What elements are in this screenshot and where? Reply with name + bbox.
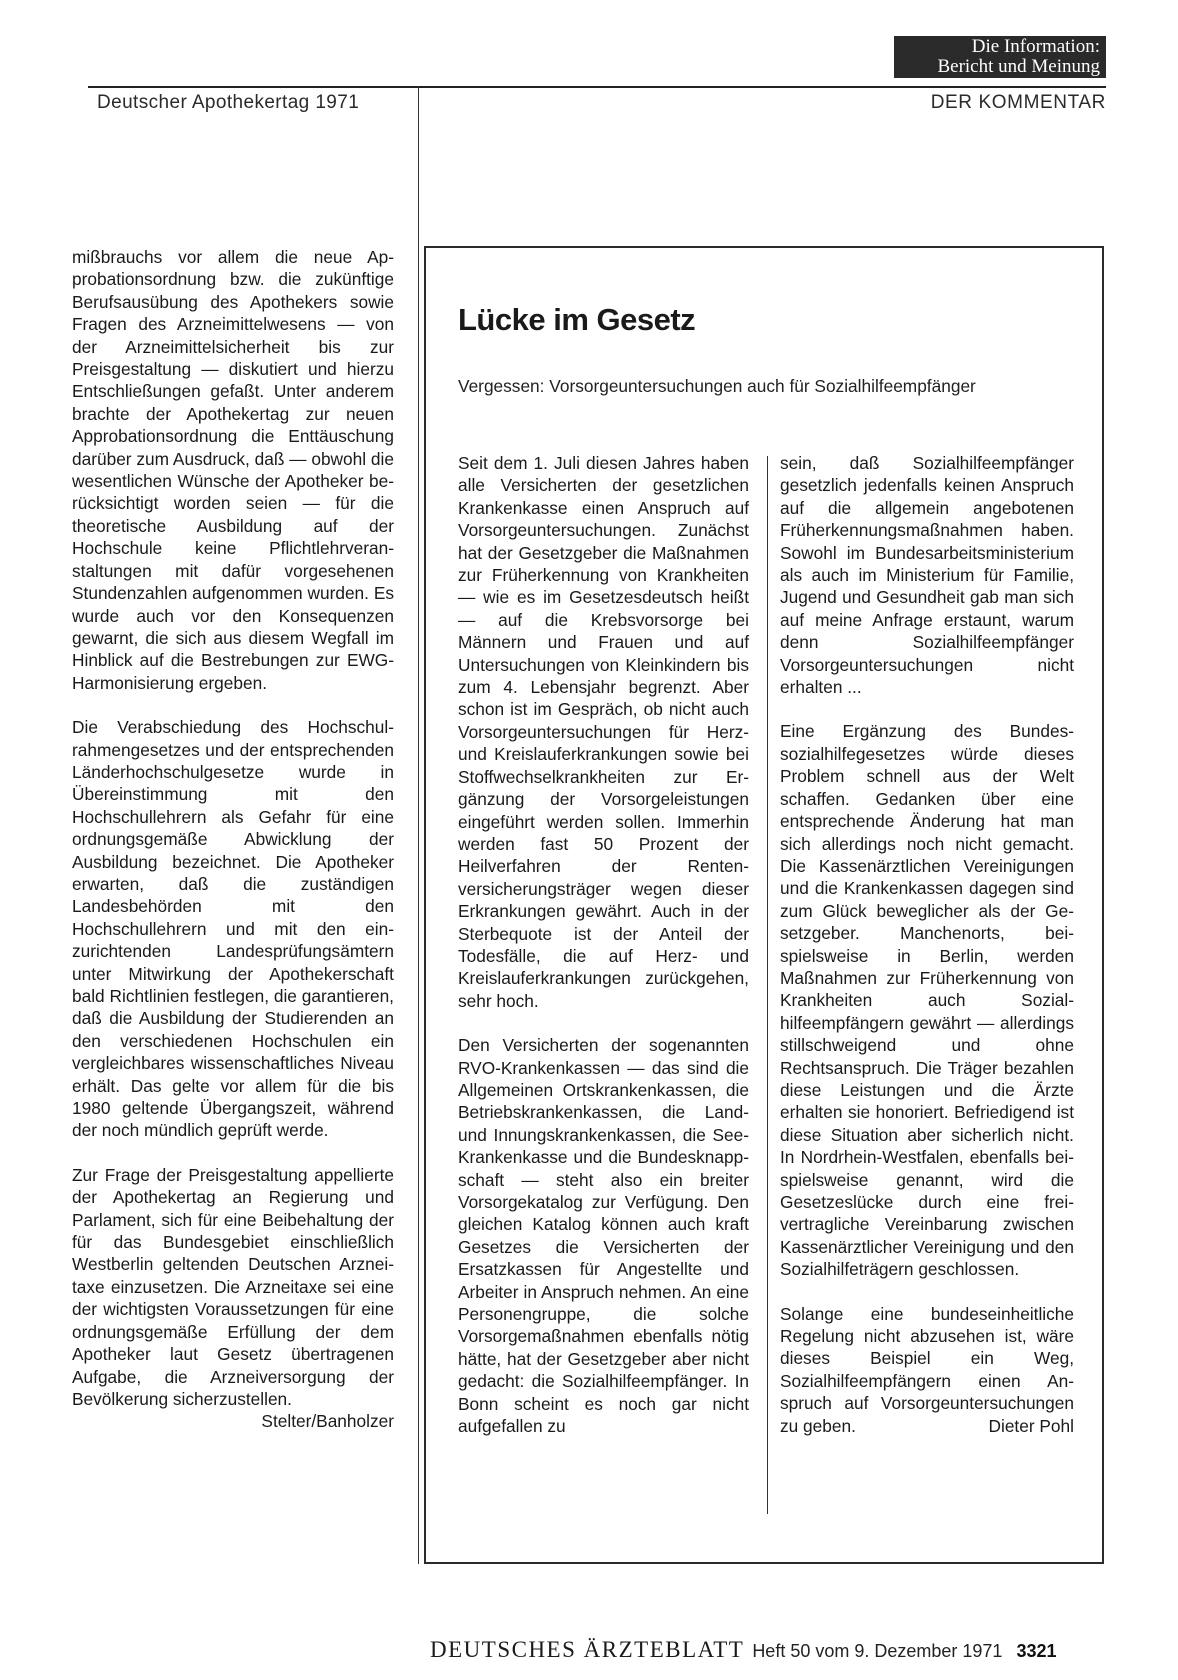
page-number: 3321 — [1016, 1641, 1057, 1661]
column-divider-article — [767, 456, 768, 1514]
journal-name: DEUTSCHES ÄRZTEBLATT — [430, 1637, 745, 1662]
article-signature: Dieter Pohl — [988, 1415, 1074, 1436]
column-divider-main — [418, 86, 419, 1564]
running-head-left: Deutscher Apothekertag 1971 — [97, 92, 360, 113]
left-paragraph-3-text: Zur Frage der Preisgestaltung appellierte der Apothekertag an Regierung und Parlament, sich für eine Beibehaltung der für das Bundesgebiet einschließlich Westberlin geltenden Deutschen Arzneitaxe einzusetzen. Die Arzneitaxe sei eine der wichtigsten Voraussetzungen für eine ordnungsgemäße Erfüllung der dem Apotheker laut Gesetz übertragenen Aufgabe, die Arzneiversorgung der Bevölkerung sicherzustellen. — [72, 1164, 394, 1409]
article-column-2 — [780, 452, 1074, 1459]
article-col2-paragraph-1: sein, daß Sozialhilfeempfänger gesetzlich jedenfalls keinen Anspruch auf die allgemein angebotenen Früherkennungsmaßnahmen haben. Sowohl im Bundesarbeitsministerium als auch im Ministerium für Familie, Jugend und Gesundheit gab man sich auf meine Anfrage erstaunt, warum denn Sozialhilfeempfänger Vorsorgeuntersuchungen nicht erhalten ... — [780, 453, 1074, 698]
section-badge-line-2: Bericht und Meinung — [937, 56, 1100, 77]
article-col2-paragraph-3-text: Solange eine bundeseinheitliche Regelung nicht abzusehen ist, wäre dieses Beispiel ein Weg, Sozialhilfeempfängern einen Anspruch auf Vorsorgeuntersuchungen zu geben. — [780, 1303, 1074, 1436]
page-footer — [430, 1637, 1057, 1663]
section-badge — [894, 36, 1106, 78]
left-paragraph-1: mißbrauchs vor allem die neue Approbationsordnung bzw. die zukünftige Berufsausübung des Apothekers sowie Fragen des Arzneimittelwesens — von der Arzneimittelsicherheit bis zur Preisgestaltung — diskutiert und hierzu Entschließungen gefaßt. Unter anderem brachte der Apothekertag zur neuen Approbationsordnung die Enttäuschung darüber zum Ausdruck, daß — obwohl die wesentlichen Wünsche der Apotheker berücksichtigt worden seien — für die theoretische Ausbildung auf der Hochschule keine Pflichtlehrveranstaltungen mit dafür vorgesehenen Stundenzahlen aufgenommen wurden. Es wurde auch vor den Konsequenzen gewarnt, die sich aus diesem Wegfall im Hinblick auf die Bestrebungen zur EWG-Harmonisierung ergeben. — [72, 247, 394, 693]
left-signature: Stelter/Banholzer — [261, 1411, 394, 1432]
left-paragraph-3 — [72, 1164, 394, 1432]
article-column-1 — [458, 452, 749, 1459]
article-subtitle: Vergessen: Vorsorgeuntersuchungen auch für Sozialhilfeempfänger — [458, 376, 976, 396]
running-head-right: DER KOMMENTAR — [930, 92, 1106, 113]
issue-info: Heft 50 vom 9. Dezember 1971 — [752, 1641, 1003, 1661]
article-col1-paragraph-2: Den Versicherten der sogenannten RVO-Krankenkassen — das sind die Allgemeinen Ortskrankenkassen, die Betriebskrankenkassen, die Land- und Innungskrankenkassen, die See-Krankenkasse und die Bundesknappschaft — steht also ein breiter Vorsorgekatalog zur Verfügung. Den gleichen Katalog können auch kraft Gesetzes die Versicherten der Ersatzkassen für Angestellte und Arbeiter in Anspruch nehmen. An eine Personengruppe, die solche Vorsorgemaßnahmen ebenfalls nötig hätte, hat der Gesetzgeber aber nicht gedacht: die Sozialhilfeempfänger. In Bonn scheint es noch gar nicht aufgefallen zu — [458, 1035, 749, 1437]
section-badge-line-1: Die Information: — [971, 36, 1100, 57]
article-title: Lücke im Gesetz — [458, 302, 696, 337]
left-paragraph-2: Die Verabschiedung des Hochschulrahmengesetzes und der entsprechenden Länderhochschulgesetze wurde in Übereinstimmung mit den Hochschullehrern als Gefahr für eine ordnungsgemäße Abwicklung der Ausbildung bezeichnet. Die Apotheker erwarten, daß die zuständigen Landesbehörden mit den Hochschullehrern und mit den einzurichtenden Landesprüfungsämtern unter Mitwirkung der Apothekerschaft bald Richtlinien festlegen, die garantieren, daß die Ausbildung der Studierenden an den verschiedenen Hochschulen ein vergleichbares wissenschaftliches Niveau erhält. Das gelte vor allem für die bis 1980 geltende Übergangszeit, während der noch mündlich geprüft werde. — [72, 717, 394, 1141]
article-col1-paragraph-1: Seit dem 1. Juli diesen Jahres haben alle Versicherten der gesetzlichen Krankenkasse einen Anspruch auf Vorsorgeuntersuchungen. Zunächst hat der Gesetzgeber die Maßnahmen zur Früherkennung von Krankheiten — wie es im Gesetzesdeutsch heißt — auf die Krebsvorsorge bei Männern und Frauen und auf Untersuchungen von Kleinkindern bis zum 4. Lebensjahr begrenzt. Aber schon ist im Gespräch, ob nicht auch Vorsorgeuntersuchungen für Herz- und Kreislauferkrankungen sowie bei Stoffwechselkrankheiten zur Ergänzung der Vorsorgeleistungen eingeführt werden sollen. Immerhin werden fast 50 Prozent der Heilverfahren der Rentenversicherungsträger wegen dieser Erkrankungen gewährt. Auch in der Sterbequote ist der Anteil der Todesfälle, die auf Herz- und Kreislauferkrankungen zurückgehen, sehr hoch. — [458, 453, 749, 1011]
left-column — [72, 246, 394, 1433]
article-col2-paragraph-3 — [780, 1303, 1074, 1437]
article-col2-paragraph-2: Eine Ergänzung des Bundessozialhilfegesetzes würde dieses Problem schnell aus der Welt schaffen. Gedanken über eine entsprechende Änderung hat man sich allerdings noch nicht gemacht. Die Kassenärztlichen Vereinigungen und die Krankenkassen dagegen sind zum Glück beweglicher als der Gesetzgeber. Manchenorts, beispielsweise in Berlin, werden Maßnahmen zur Früherkennung von Krankheiten auch Sozialhilfeempfängern gewährt — allerdings stillschweigend und ohne Rechtsanspruch. Die Träger bezahlen diese Leistungen und die Ärzte erhalten sie honoriert. Befriedigend ist diese Situation aber sicherlich nicht. In Nordrhein-Westfalen, ebenfalls beispielsweise genannt, wird die Gesetzeslücke durch eine freivertragliche Vereinbarung zwischen Kassenärztlicher Vereinigung und den Sozialhilfeträgern geschlossen. — [780, 721, 1074, 1280]
header-rule — [88, 86, 1106, 88]
